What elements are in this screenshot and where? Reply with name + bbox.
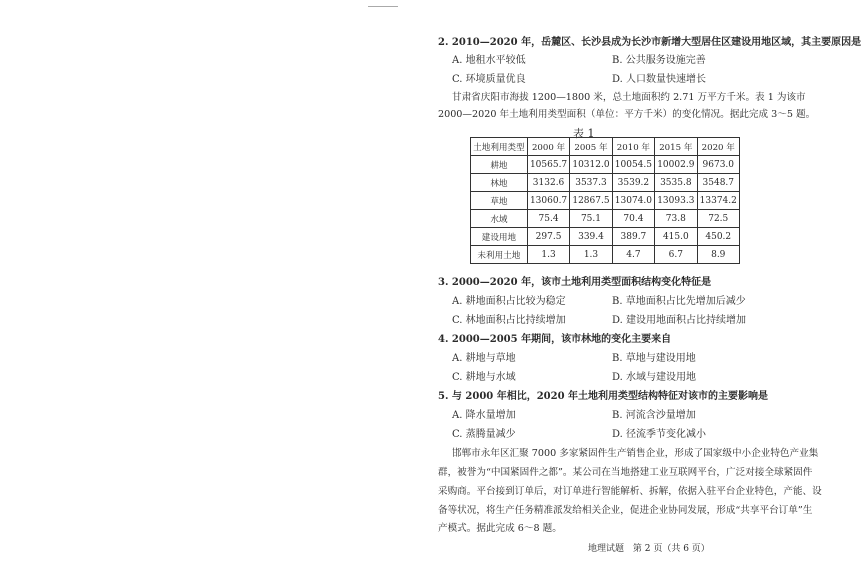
table-row-label: 未利用土地: [471, 246, 528, 264]
table-cell: 8.9: [697, 246, 739, 264]
table-cell: 75.4: [527, 210, 569, 228]
intro2-line-3: 采购商。平台接到订单后，对订单进行智能解析、拆解，依据入驻平台企业特色，产能、设: [438, 486, 822, 497]
table-row-label: 耕地: [471, 156, 528, 174]
q3-option-a: A. 耕地面积占比较为稳定: [452, 296, 566, 307]
table-cell: 75.1: [570, 210, 612, 228]
table-title: 表 1: [573, 127, 595, 140]
q2-option-b: B. 公共服务设施完善: [612, 55, 706, 66]
table-header-cell: 2000 年: [527, 138, 569, 156]
q3-option-b: B. 草地面积占比先增加后减少: [612, 296, 746, 307]
table-cell: 70.4: [612, 210, 654, 228]
table-cell: 415.0: [655, 228, 697, 246]
table-cell: 4.7: [612, 246, 654, 264]
table-cell: 3535.8: [655, 174, 697, 192]
table-cell: 3537.3: [570, 174, 612, 192]
table-row-label: 草地: [471, 192, 528, 210]
table-cell: 13374.2: [697, 192, 739, 210]
land-use-table: [470, 137, 740, 264]
intro2-line-2: 群，被誉为“中国紧固件之都”。某公司在当地搭建工业互联网平台，广泛对接全球紧固件: [438, 467, 813, 478]
q5-stem: 5. 与 2000 年相比，2020 年土地利用类型结构特征对该市的主要影响是: [438, 391, 769, 402]
q5-option-b: B. 河流含沙量增加: [612, 410, 696, 421]
table-row-label: 水域: [471, 210, 528, 228]
table-cell: 339.4: [570, 228, 612, 246]
q3-option-c: C. 林地面积占比持续增加: [452, 315, 566, 326]
q5-option-c: C. 蒸腾量减少: [452, 429, 516, 440]
table-cell: 10565.7: [527, 156, 569, 174]
q2-option-a: A. 地租水平较低: [452, 55, 526, 66]
table-row-label: 林地: [471, 174, 528, 192]
table-header-cell: 2010 年: [612, 138, 654, 156]
intro2-line-4: 备等状况，将生产任务精准派发给相关企业，促进企业协同发展，形成“共享平台订单”生: [438, 505, 813, 516]
table-cell: 3132.6: [527, 174, 569, 192]
footer-subject: 地理试题: [588, 544, 625, 554]
table-header-cell: 土地利用类型: [471, 138, 528, 156]
table-cell: 73.8: [655, 210, 697, 228]
table-row: [471, 156, 740, 174]
table-cell: 9673.0: [697, 156, 739, 174]
table-header-cell: 2015 年: [655, 138, 697, 156]
q3-option-d: D. 建设用地面积占比持续增加: [612, 315, 747, 326]
q4-option-a: A. 耕地与草地: [452, 353, 516, 364]
table-cell: 450.2: [697, 228, 739, 246]
table-cell: 12867.5: [570, 192, 612, 210]
table-row: [471, 228, 740, 246]
table-row: [471, 174, 740, 192]
q2-stem: 2. 2010—2020 年，岳麓区、长沙县成为长沙市新增大型居住区建设用地区域，其主要原因是: [438, 37, 861, 48]
intro1-line-1: 甘肃省庆阳市海拔 1200—1800 米，总土地面积约 2.71 万平方千米。表 1 为该市: [452, 92, 806, 103]
table-cell: 10312.0: [570, 156, 612, 174]
table-cell: 297.5: [527, 228, 569, 246]
q3-stem: 3. 2000—2020 年，该市土地利用类型面积结构变化特征是: [438, 277, 712, 288]
q4-option-b: B. 草地与建设用地: [612, 353, 696, 364]
q2-option-c: C. 环境质量优良: [452, 74, 526, 85]
table-cell: 1.3: [570, 246, 612, 264]
table-cell: 3548.7: [697, 174, 739, 192]
table-cell: 13074.0: [612, 192, 654, 210]
intro1-line-2: 2000—2020 年土地利用类型面积（单位：平方千米）的变化情况。据此完成 3～5 题。: [438, 109, 816, 120]
q2-option-d: D. 人口数量快速增长: [612, 74, 707, 85]
table-cell: 72.5: [697, 210, 739, 228]
table-cell: 13060.7: [527, 192, 569, 210]
table-header-cell: 2020 年: [697, 138, 739, 156]
q5-option-a: A. 降水量增加: [452, 410, 516, 421]
footer-page-number: 第 2 页（共 6 页）: [632, 544, 710, 554]
table-cell: 10002.9: [655, 156, 697, 174]
table-cell: 13093.3: [655, 192, 697, 210]
table-cell: 389.7: [612, 228, 654, 246]
table-header-cell: 2005 年: [570, 138, 612, 156]
table-row: [471, 192, 740, 210]
page-footer: [588, 541, 716, 554]
table-header-row: [471, 138, 740, 156]
top-mark: [368, 6, 398, 7]
table-cell: 3539.2: [612, 174, 654, 192]
q4-stem: 4. 2000—2005 年期间，该市林地的变化主要来自: [438, 334, 672, 345]
q5-option-d: D. 径流季节变化减小: [612, 429, 707, 440]
table-row-label: 建设用地: [471, 228, 528, 246]
table-row: [471, 246, 740, 264]
q4-option-d: D. 水域与建设用地: [612, 372, 697, 383]
table-cell: 10054.5: [612, 156, 654, 174]
q4-option-c: C. 耕地与水域: [452, 372, 516, 383]
table-cell: 6.7: [655, 246, 697, 264]
intro2-line-1: 邯郸市永年区汇聚 7000 多家紧固件生产销售企业，形成了国家级中小企业特色产业集: [452, 448, 819, 459]
intro2-line-5: 产模式。据此完成 6～8 题。: [438, 523, 562, 534]
table-row: [471, 210, 740, 228]
table-cell: 1.3: [527, 246, 569, 264]
